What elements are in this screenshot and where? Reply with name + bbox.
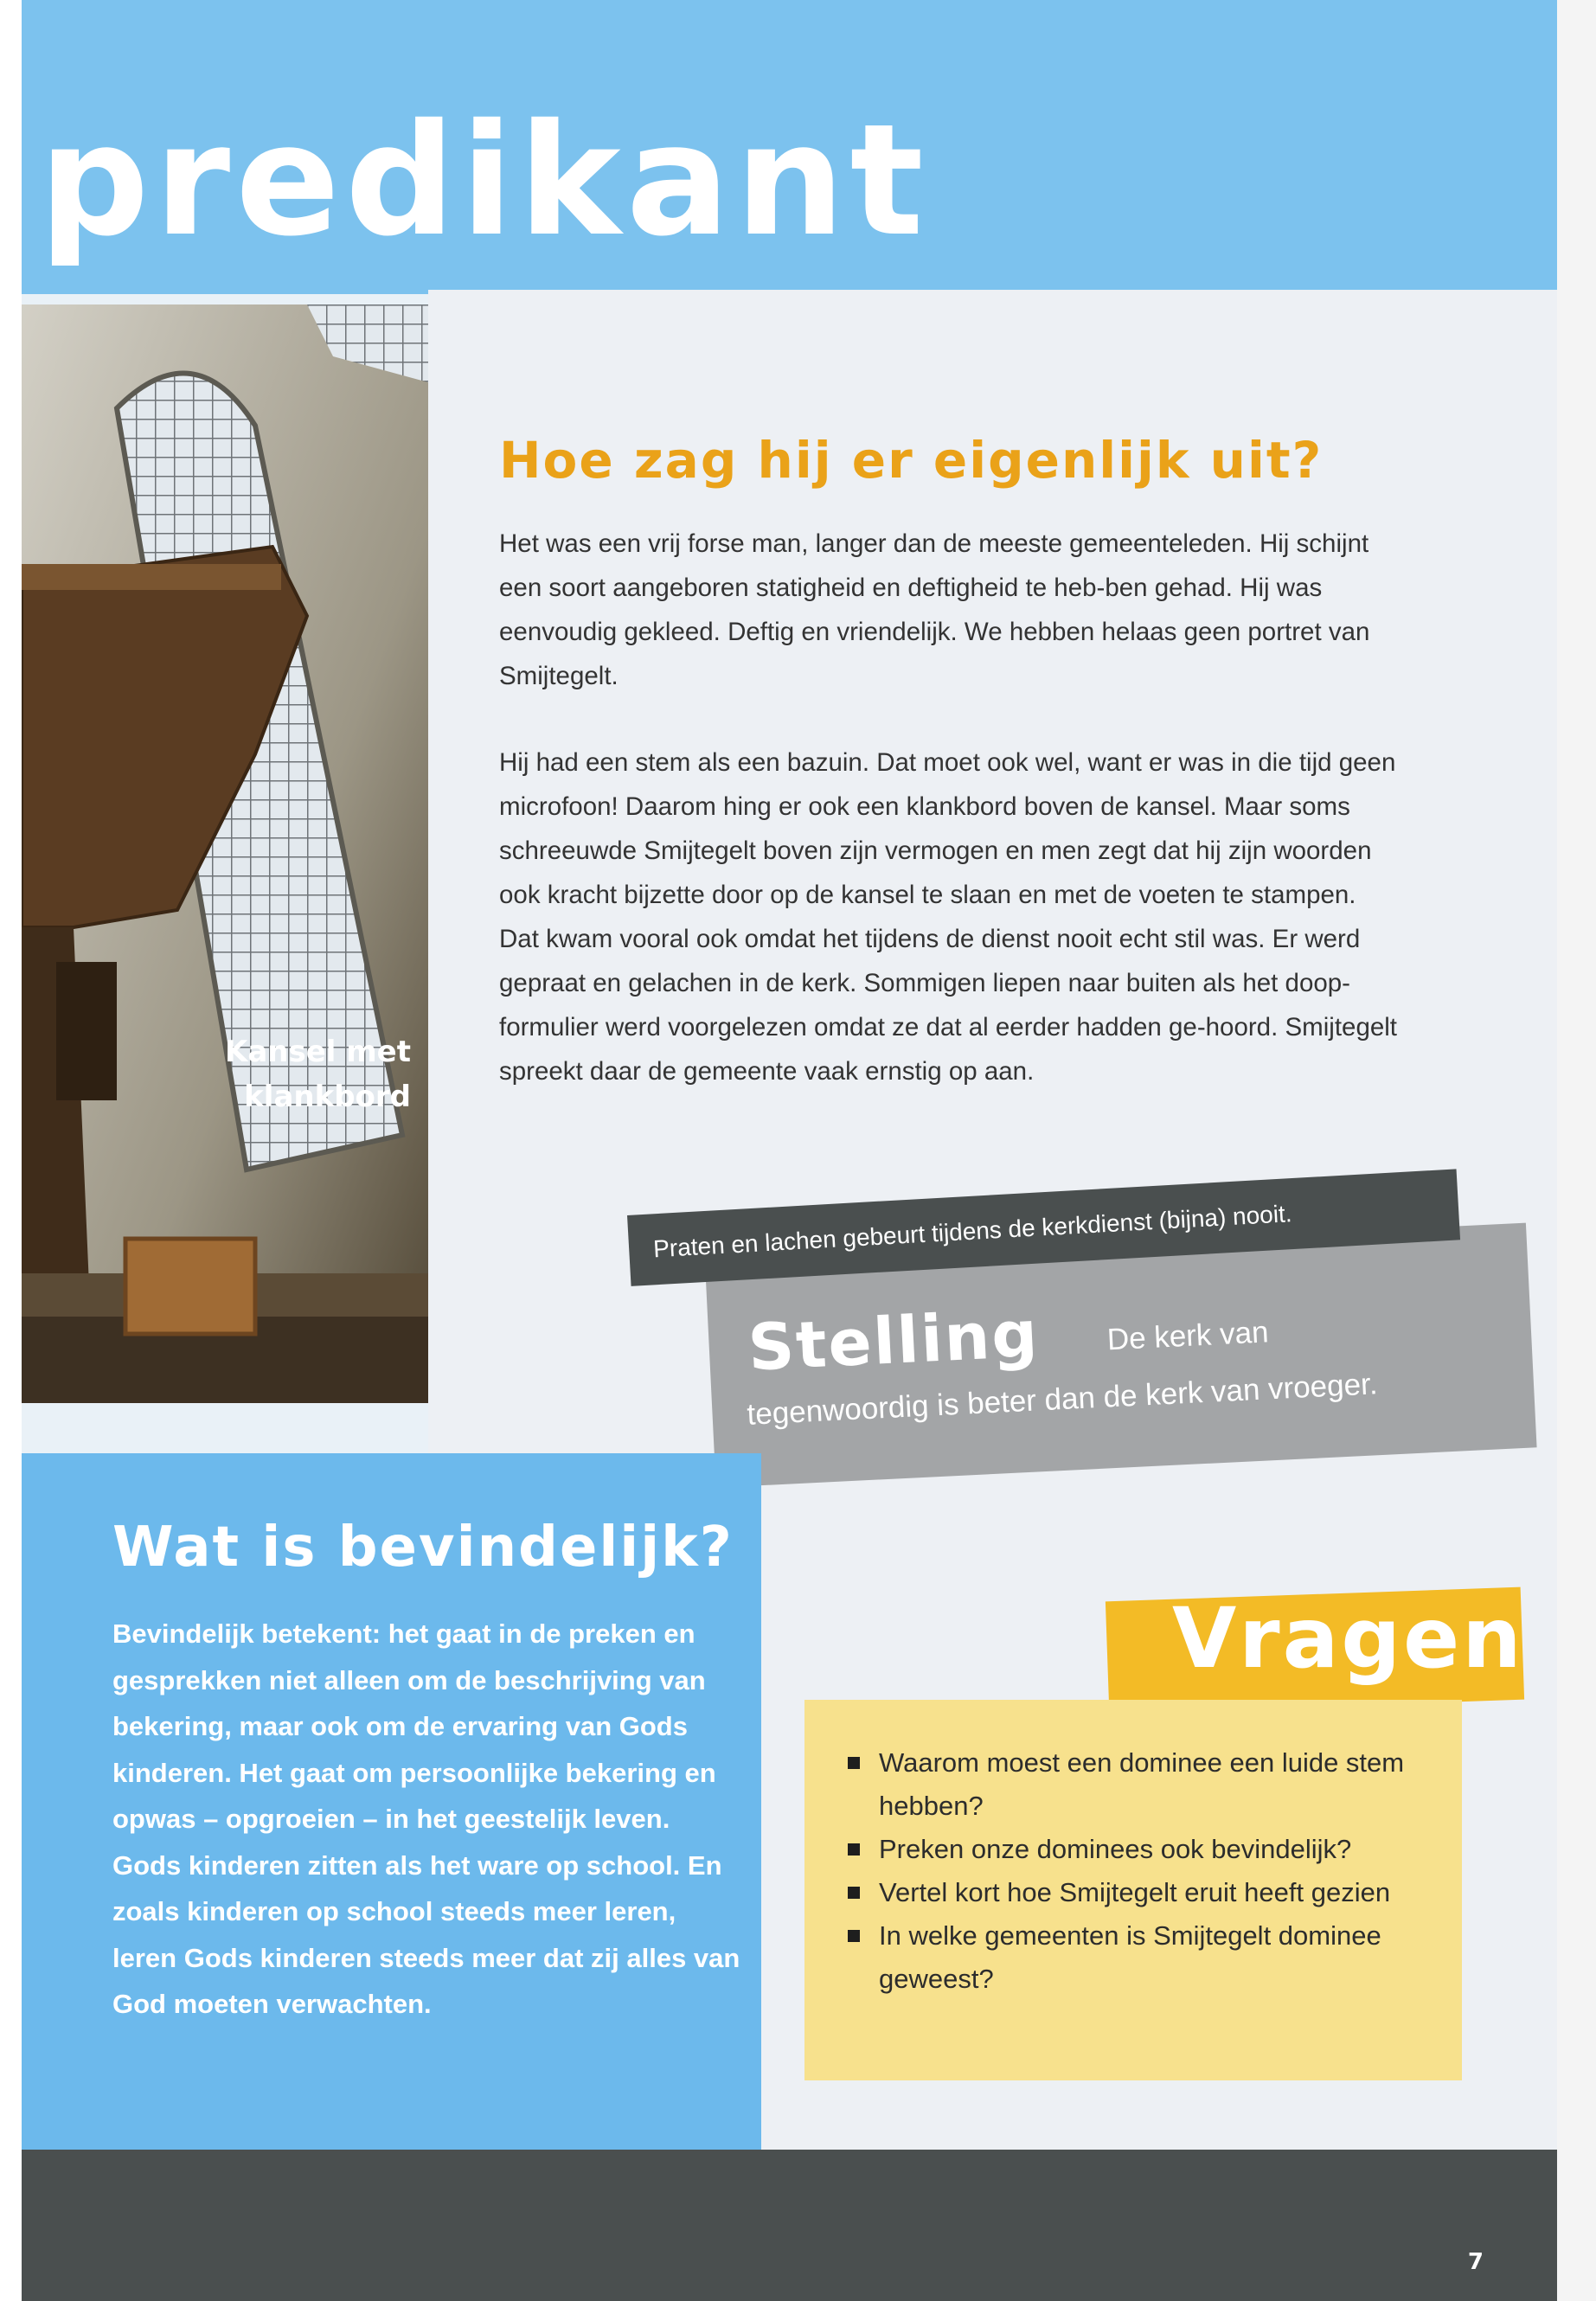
square-bullet-icon [848, 1930, 860, 1942]
question-text: Vertel kort hoe Smijtegelt eruit heeft gezien [879, 1877, 1391, 1907]
questions-box [804, 1700, 1462, 2080]
question-text: Waarom moest een dominee een luide stem hebben? [879, 1747, 1405, 1821]
square-bullet-icon [848, 1843, 860, 1856]
question-item [848, 1741, 1445, 1828]
stelling-statement-line-2: tegenwoordig is beter dan de kerk van vroeger. [746, 1367, 1379, 1432]
stelling-title: Stelling [746, 1297, 1042, 1386]
square-bullet-icon [848, 1757, 860, 1769]
stelling-statement-line-1: De kerk van [1106, 1315, 1270, 1357]
square-bullet-icon [848, 1887, 860, 1899]
caption-line-1: Kansel met [224, 1035, 411, 1069]
question-item [848, 1871, 1445, 1914]
appearance-paragraph-1: Het was een vrij forse man, langer dan de meeste gemeenteleden. Hij schijnt een soort aangeboren statigheid en deftigheid te heb-ben gehad. Hij was eenvoudig gekleed. Deftig en vriendelijk. We hebben helaas geen portret van Smijtegelt. [499, 529, 1370, 690]
questions-list [848, 1741, 1445, 2001]
caption-line-2: klankbord [244, 1080, 411, 1114]
question-item [848, 1828, 1445, 1871]
question-text: Preken onze dominees ook bevindelijk? [879, 1834, 1352, 1864]
vragen-title: Vragen [1172, 1590, 1524, 1687]
page-number: 7 [1467, 2249, 1484, 2275]
section-heading-appearance: Hoe zag hij er eigenlijk uit? [499, 431, 1324, 490]
section-heading-bevindelijk: Wat is bevindelijk? [112, 1516, 734, 1580]
quote-strip: Praten en lachen gebeurt tijdens de kerkdienst (bijna) nooit. [627, 1169, 1460, 1285]
page-title: predikant [39, 91, 929, 270]
page [22, 0, 1579, 2301]
footer-band [22, 2150, 1579, 2301]
pulpit-photo [22, 304, 428, 1403]
question-text: In welke gemeenten is Smijtegelt dominee geweest? [879, 1920, 1381, 1994]
bevindelijk-text: Bevindelijk betekent: het gaat in de preken en gesprekken niet alleen om de beschrijving van bekering, maar ook om de ervaring van Gods kinderen. Het gaat om persoonlijke bekering en opwas – opgroeien – in het geestelijk leven. Gods kinderen zitten als het ware op school. En zoals kinderen op school steeds meer leren, leren Gods kinderen steeds meer dat zij alles van God moeten verwachten. [112, 1618, 740, 2019]
question-item [848, 1914, 1445, 2001]
appearance-paragraph-2: Hij had een stem als een bazuin. Dat moet ook wel, want er was in die tijd geen microfoon! Daarom hing er ook een klankbord boven de kansel. Maar soms schreeuwde Smijtegelt boven zijn vermogen en men zegt dat hij zijn woorden ook kracht bijzette door op de kansel te slaan en met de voeten te stampen. Dat kwam vooral ook omdat het tijdens de dienst nooit echt stil was. Er werd gepraat en gelachen in de kerk. Sommigen liepen naar buiten als het doop-formulier werd voorgelezen omdat ze dat al eerder hadden ge-hoord. Smijtegelt spreekt daar de gemeente vaak ernstig op aan. [499, 748, 1398, 1086]
photo-caption [195, 1029, 411, 1119]
page-edge [1557, 0, 1596, 2301]
